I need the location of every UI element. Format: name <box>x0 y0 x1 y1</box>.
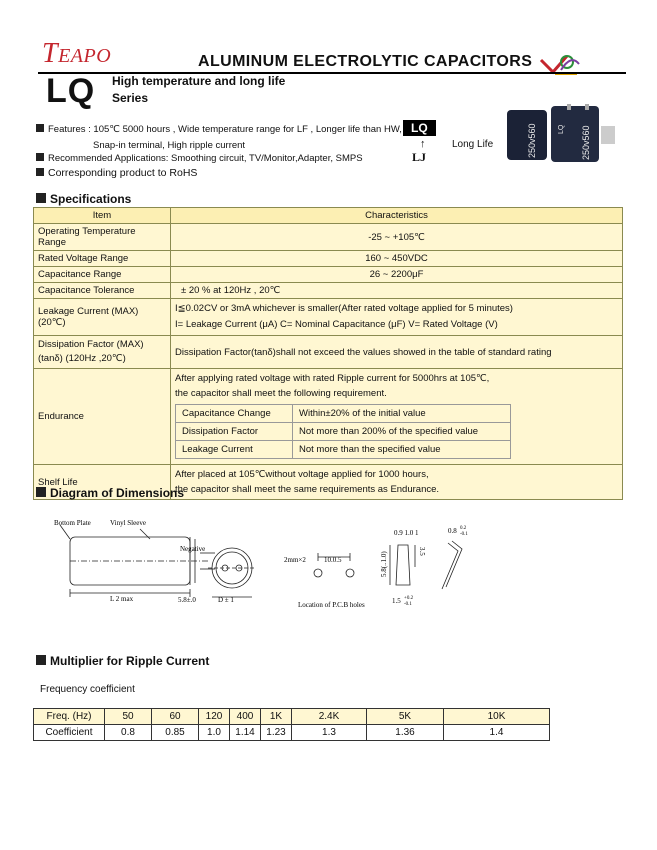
coef-cell: 1.23 <box>261 725 292 741</box>
bullet-square-icon <box>36 168 44 176</box>
specifications-heading: Specifications <box>36 192 131 206</box>
freq-cell: 60 <box>152 709 199 725</box>
spec-value: 26 ~ 2200μF <box>171 267 623 283</box>
coef-cell: 1.36 <box>367 725 444 741</box>
label-pin-tol-dn: -0.1 <box>404 602 412 607</box>
bullet-square-icon <box>36 124 44 132</box>
frequency-coefficient-label: Frequency coefficient <box>40 684 135 695</box>
subtitle-line-2: Series <box>112 91 149 105</box>
table-row <box>34 369 623 465</box>
coef-header: Coefficient <box>34 725 105 741</box>
label-pin-length: 5.8(..1.0) <box>380 551 388 577</box>
bullet-square-icon <box>36 655 46 665</box>
label-pin-top: 0.9 1.0 1 <box>394 529 419 537</box>
subtitle-line-1: High temperature and long life <box>112 74 286 88</box>
label-side: 0.8 <box>448 527 457 535</box>
page-title: ALUMINUM ELECTROLYTIC CAPACITORS <box>198 53 533 70</box>
freq-header: Freq. (Hz) <box>34 709 105 725</box>
freq-cell: 2.4K <box>292 709 367 725</box>
label-diameter: D ± 1 <box>218 596 234 604</box>
table-row: Capacitance Change Within±20% of the initial value <box>176 405 511 423</box>
table-row <box>34 283 623 299</box>
capacitor-logo-icon <box>537 50 583 80</box>
freq-cell: 50 <box>105 709 152 725</box>
label-vinyl-sleeve: Vinyl Sleeve <box>110 519 146 527</box>
spec-value: I≦0.02CV or 3mA whichever is smaller(After rated voltage applied for 5 minutes) I= Leakage Current (μA) C= Nominal Capacitance (μF) V= Rated Voltage (V) <box>171 299 623 336</box>
coef-cell: 1.0 <box>199 725 230 741</box>
freq-cell: 5K <box>367 709 444 725</box>
spec-col-item: Item <box>34 208 171 224</box>
spec-item: Capacitance Range <box>34 267 171 283</box>
dimensions-diagram <box>40 515 490 615</box>
table-row <box>34 336 623 369</box>
up-arrow-icon: ↑ <box>420 138 426 150</box>
spec-value: 160 ~ 450VDC <box>171 251 623 267</box>
capacitor-marking-a: 250v560 <box>527 123 537 158</box>
spec-item: Shelf Life <box>34 465 171 500</box>
spec-value: Dissipation Factor(tanδ)shall not exceed the values showed in the table of standard rating <box>171 336 623 369</box>
spec-value: ± 20 % at 120Hz , 20℃ <box>171 283 623 299</box>
series-code: LQ <box>46 72 96 110</box>
long-life-label: Long Life <box>452 139 494 150</box>
spec-item: Leakage Current (MAX) (20℃) <box>34 299 171 336</box>
coef-cell: 1.3 <box>292 725 367 741</box>
table-row <box>34 251 623 267</box>
ripple-table <box>33 708 550 741</box>
ripple-heading: Multiplier for Ripple Current <box>36 654 209 668</box>
spec-value: After placed at 105℃without voltage applied for 1000 hours, the capacitor shall meet the same requirements as Endurance. <box>171 465 623 500</box>
brand-logo-initial: T <box>42 38 59 69</box>
freq-cell: 1K <box>261 709 292 725</box>
coef-cell: 0.85 <box>152 725 199 741</box>
table-row <box>34 224 623 251</box>
bullet-square-icon <box>36 193 46 203</box>
capacitor-photo <box>505 104 625 164</box>
coef-cell: 1.4 <box>444 725 550 741</box>
label-negative: Negative <box>180 545 206 553</box>
capacitor-marking-c: 250v560 <box>581 125 591 160</box>
label-pitch: 10.0.5 <box>324 556 342 564</box>
series-subtitle <box>112 73 285 107</box>
specifications-table <box>33 207 623 500</box>
label-pin-height: 3.5 <box>418 547 426 556</box>
table-row: Dissipation Factor Not more than 200% of the specified value <box>176 423 511 441</box>
label-side-tol-dn: -0.1 <box>460 532 468 537</box>
feature-line-4: Corresponding product to RoHS <box>36 167 197 179</box>
table-row <box>34 299 623 336</box>
label-bottom-plate: Bottom Plate <box>54 519 91 527</box>
spec-item: Dissipation Factor (MAX) (tanδ) (120Hz ,20℃) <box>34 336 171 369</box>
spec-item: Capacitance Tolerance <box>34 283 171 299</box>
table-row <box>34 709 550 725</box>
spec-col-characteristics: Characteristics <box>171 208 623 224</box>
bullet-square-icon <box>36 153 44 161</box>
label-hole-size: 2mm×2 <box>284 556 306 564</box>
label-lead-length: 5.8±.0 <box>178 596 196 604</box>
coef-cell: 1.14 <box>230 725 261 741</box>
table-row <box>34 267 623 283</box>
feature-line-1: Features : 105℃ 5000 hours , Wide temperature range for LF , Longer life than HW, <box>36 124 402 135</box>
bullet-square-icon <box>36 487 46 497</box>
spec-value: After applying rated voltage with rated Ripple current for 5000hrs at 105℃, the capacitor shall meet the following requirement. Capacitance Change Within±20% of the initial value Dissipation Factor Not more than 200% of the specified value Leakage Current Not more than the specified value <box>171 369 623 465</box>
brand-logo-rest: EAPO <box>58 45 112 67</box>
label-l-max: L 2 max <box>110 595 134 603</box>
series-badge-lj: LJ <box>412 150 427 164</box>
dimensions-heading: Diagram of Dimensions <box>36 486 184 500</box>
series-badge-lq: LQ <box>403 120 436 136</box>
spec-header-row <box>34 208 623 224</box>
spec-item: Operating Temperature Range <box>34 224 171 251</box>
label-side-tol-up: 0.2 <box>460 526 467 531</box>
brand-logo <box>42 38 111 70</box>
label-pcb-holes: Location of P.C.B holes <box>298 601 365 609</box>
freq-cell: 10K <box>444 709 550 725</box>
feature-line-3: Recommended Applications: Smoothing circuit, TV/Monitor,Adapter, SMPS <box>36 153 363 164</box>
spec-value: -25 ~ +105℃ <box>171 224 623 251</box>
table-row <box>34 725 550 741</box>
freq-cell: 400 <box>230 709 261 725</box>
label-pin-tol-up: +0.2 <box>404 596 414 601</box>
freq-cell: 120 <box>199 709 230 725</box>
label-pin-bottom: 1.5 <box>392 597 401 605</box>
coef-cell: 0.8 <box>105 725 152 741</box>
endurance-table <box>175 404 511 459</box>
spec-item: Endurance <box>34 369 171 465</box>
capacitor-marking-b: LQ <box>558 124 565 134</box>
spec-item: Rated Voltage Range <box>34 251 171 267</box>
feature-line-2: Snap-in terminal, High ripple current <box>93 140 246 151</box>
table-row: Leakage Current Not more than the specified value <box>176 441 511 459</box>
